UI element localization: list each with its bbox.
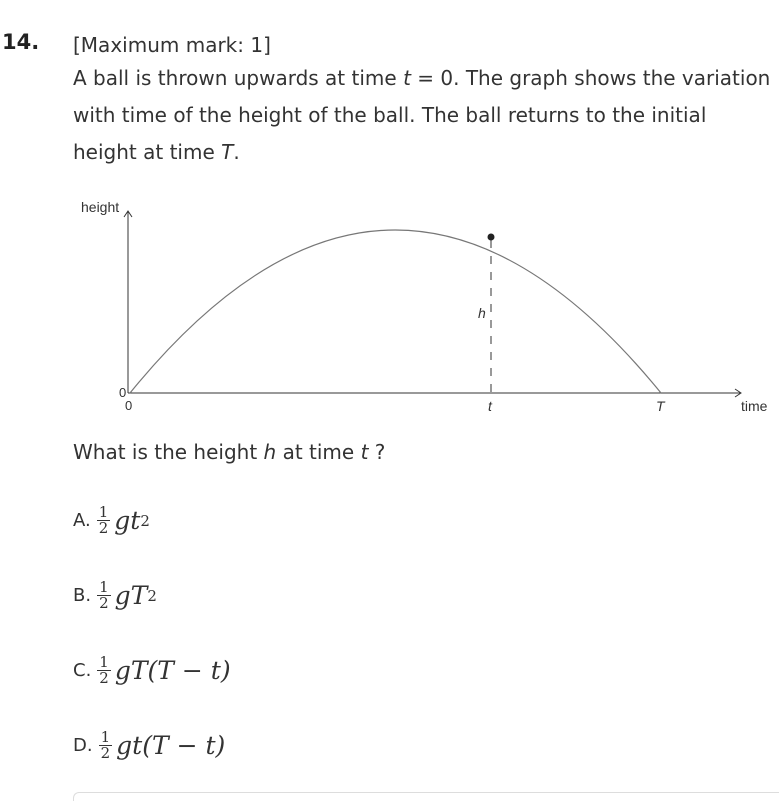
stem-text-1: A ball is thrown upwards at time: [73, 66, 404, 90]
fraction-numerator: 1: [99, 653, 109, 671]
stem-text-2: = 0. The graph shows the variation with time of the height of the ball. The ball returns to the initial height at time: [73, 66, 771, 164]
x-axis-label: time: [741, 398, 768, 414]
formula-expression: gt(T − t): [116, 731, 226, 760]
formula-expression: gT(T − t): [114, 656, 231, 685]
formula-expression: gT: [114, 581, 148, 610]
question-body: [73, 30, 773, 171]
fraction: [97, 505, 111, 536]
option-b[interactable]: [73, 580, 157, 611]
ball-point: [488, 234, 495, 241]
option-formula: [97, 505, 150, 536]
fraction: [99, 730, 113, 761]
trajectory-curve: [130, 230, 661, 393]
option-a[interactable]: [73, 505, 150, 536]
question-prompt: [73, 440, 385, 464]
option-formula: [99, 730, 226, 761]
prompt-text-3: ?: [368, 440, 386, 464]
option-formula: [97, 655, 230, 686]
fraction-numerator: 1: [98, 503, 109, 521]
fraction-denominator: 2: [98, 519, 109, 537]
fraction-denominator: 2: [99, 669, 109, 687]
option-d[interactable]: [73, 730, 225, 761]
origin-y-label: 0: [119, 385, 127, 400]
option-letter: D.: [73, 735, 93, 756]
stem-var-T: T: [221, 140, 234, 164]
stem-var-t: t: [403, 66, 411, 90]
formula-exponent: 2: [140, 511, 150, 530]
option-letter: B.: [73, 585, 92, 606]
option-c[interactable]: [73, 655, 231, 686]
fraction: [97, 580, 111, 611]
question-stem: [73, 60, 773, 171]
stem-text-3: .: [233, 140, 240, 164]
height-time-graph: [0, 185, 779, 425]
fraction-denominator: 2: [99, 594, 109, 612]
fraction: [97, 655, 111, 686]
prompt-text-1: What is the height: [73, 440, 264, 464]
h-label: h: [478, 305, 486, 321]
prompt-text-2: at time: [276, 440, 361, 464]
prompt-var-t: t: [360, 440, 369, 464]
t-tick-label: t: [488, 398, 492, 414]
fraction-numerator: 1: [99, 578, 109, 596]
maximum-mark: [Maximum mark: 1]: [73, 33, 271, 57]
option-formula: [97, 580, 157, 611]
prompt-var-h: h: [263, 440, 277, 464]
question-number: 14.: [2, 30, 40, 54]
y-axis-label: height: [81, 199, 120, 215]
formula-expression: gt: [114, 506, 141, 535]
fraction-denominator: 2: [100, 744, 111, 762]
formula-exponent: 2: [147, 586, 157, 605]
option-letter: A.: [73, 510, 91, 531]
option-letter: C.: [73, 660, 92, 681]
fraction-numerator: 1: [100, 728, 111, 746]
origin-x-label: 0: [125, 398, 133, 413]
T-tick-label: T: [656, 398, 665, 414]
